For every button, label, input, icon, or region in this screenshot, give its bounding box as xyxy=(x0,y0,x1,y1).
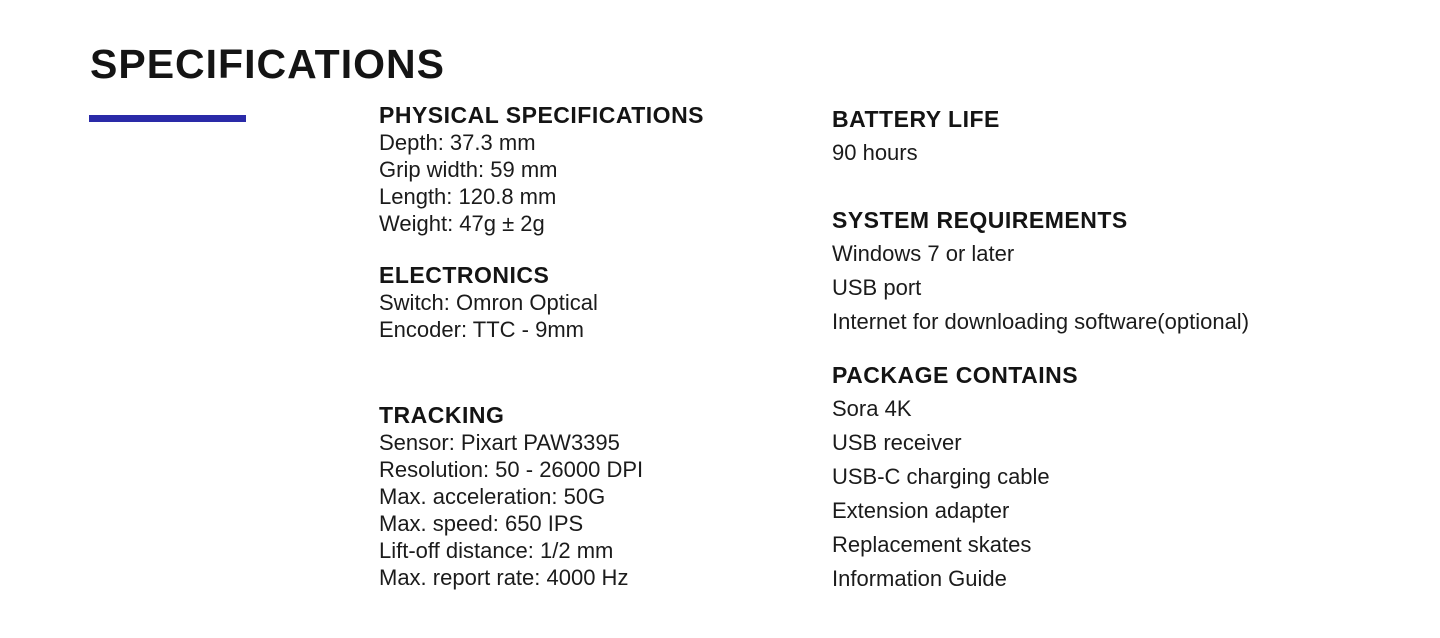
spec-line-resolution: Resolution: 50 - 26000 DPI xyxy=(379,457,644,482)
spec-line-max-acceleration: Max. acceleration: 50G xyxy=(379,484,606,509)
section-electronics xyxy=(379,262,809,343)
section-package-contains xyxy=(832,358,1392,596)
spec-line-switch: Switch: Omron Optical xyxy=(379,290,598,315)
section-heading-physical-specifications: PHYSICAL SPECIFICATIONS xyxy=(379,102,705,128)
spec-line-battery-hours: 90 hours xyxy=(832,140,918,165)
spec-line-max-report-rate: Max. report rate: 4000 Hz xyxy=(379,565,629,590)
section-heading-tracking: TRACKING xyxy=(379,402,505,428)
spec-column-left xyxy=(379,102,809,591)
spec-line-replacement-skates: Replacement skates xyxy=(832,532,1032,557)
spec-line-max-speed: Max. speed: 650 IPS xyxy=(379,511,584,536)
spec-line-lift-off-distance: Lift-off distance: 1/2 mm xyxy=(379,538,614,563)
section-tracking xyxy=(379,402,809,591)
spec-line-usb-port: USB port xyxy=(832,275,922,300)
spec-line-encoder: Encoder: TTC - 9mm xyxy=(379,317,584,342)
spec-line-length: Length: 120.8 mm xyxy=(379,184,557,209)
section-heading-battery-life: BATTERY LIFE xyxy=(832,106,1000,132)
spec-column-right xyxy=(832,102,1392,596)
accent-divider-bar xyxy=(89,115,246,122)
spec-line-usb-c-cable: USB-C charging cable xyxy=(832,464,1050,489)
spec-line-information-guide: Information Guide xyxy=(832,566,1007,591)
spec-line-depth: Depth: 37.3 mm xyxy=(379,130,536,155)
spec-line-weight: Weight: 47g ± 2g xyxy=(379,211,545,236)
spec-line-sensor: Sensor: Pixart PAW3395 xyxy=(379,430,620,455)
section-heading-system-requirements: SYSTEM REQUIREMENTS xyxy=(832,207,1128,233)
section-heading-package-contains: PACKAGE CONTAINS xyxy=(832,362,1079,388)
spec-line-grip-width: Grip width: 59 mm xyxy=(379,157,558,182)
spec-line-windows: Windows 7 or later xyxy=(832,241,1015,266)
spec-line-sora-4k: Sora 4K xyxy=(832,396,912,421)
spec-line-internet: Internet for downloading software(optional) xyxy=(832,309,1250,334)
section-heading-electronics: ELECTRONICS xyxy=(379,262,550,288)
section-battery-life xyxy=(832,102,1392,170)
page-title: SPECIFICATIONS xyxy=(90,41,445,87)
spec-line-extension-adapter: Extension adapter xyxy=(832,498,1010,523)
section-physical-specifications xyxy=(379,102,809,237)
section-system-requirements xyxy=(832,203,1392,339)
spec-line-usb-receiver: USB receiver xyxy=(832,430,962,455)
